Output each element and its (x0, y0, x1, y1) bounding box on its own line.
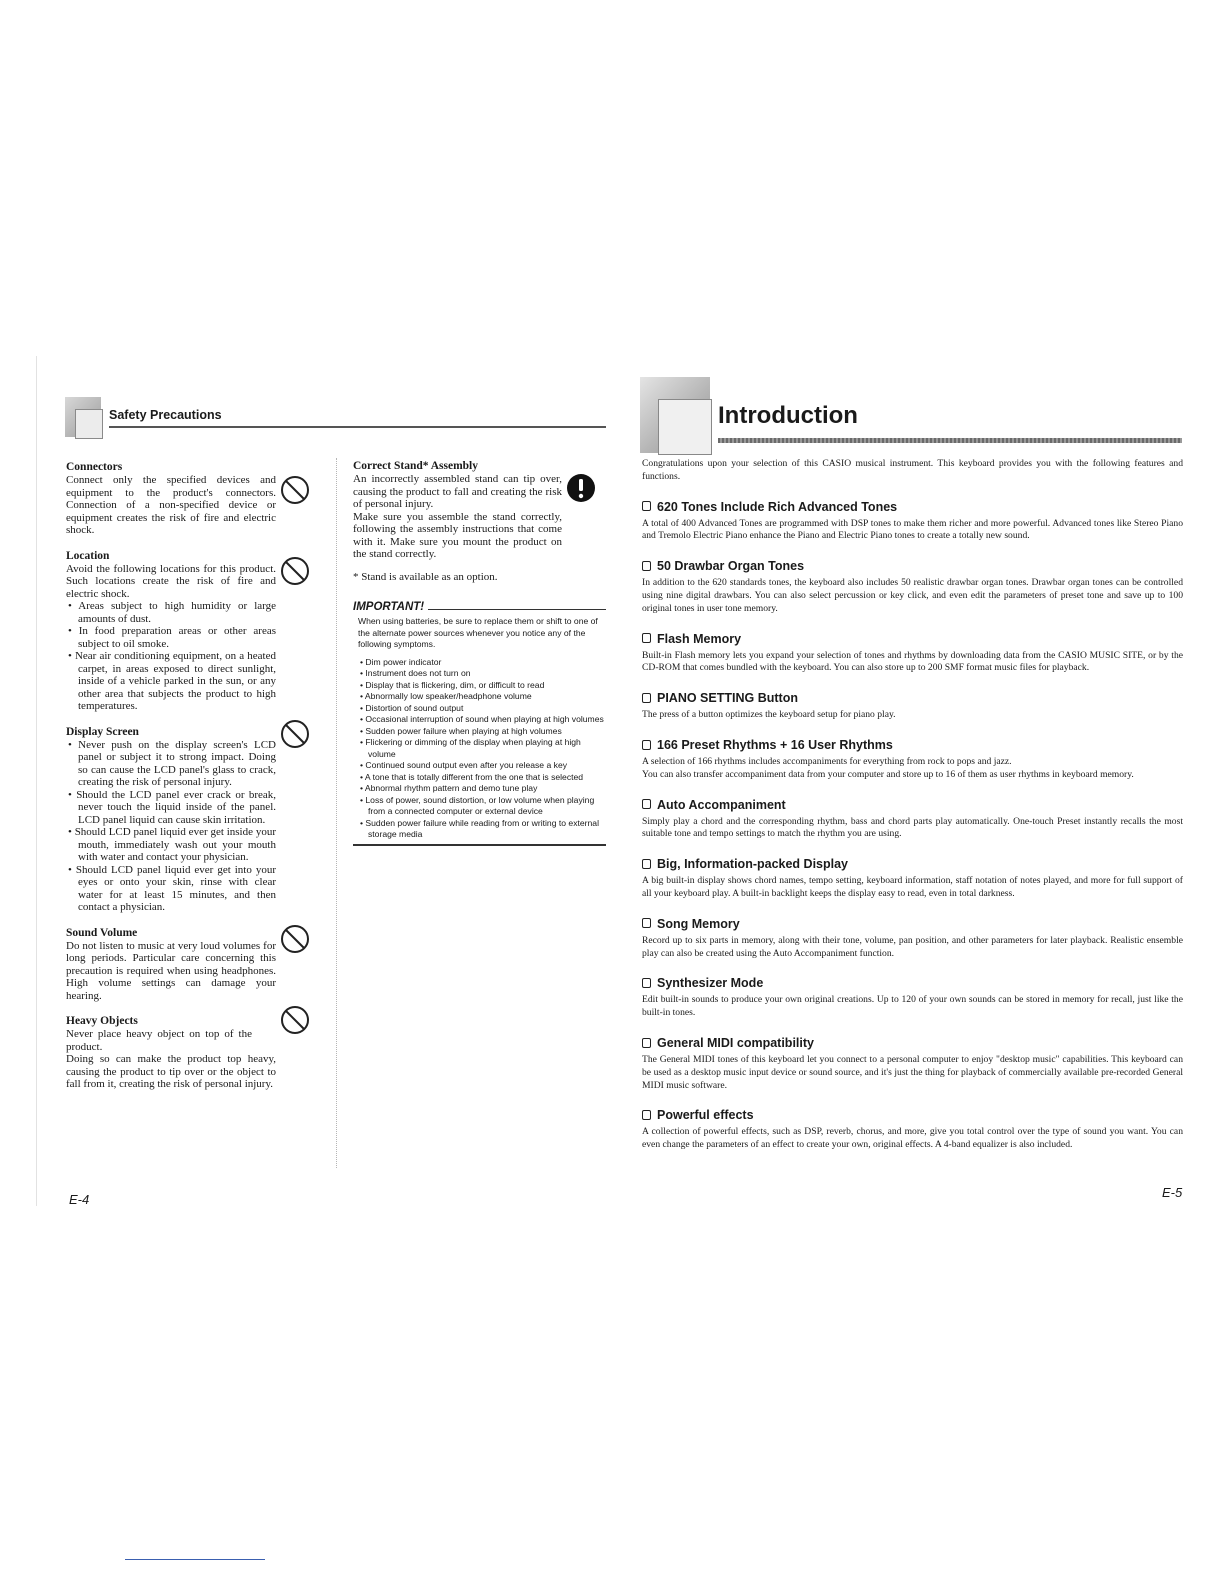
checkbox-icon (642, 978, 651, 988)
feature-text: A total of 400 Advanced Tones are programmed with DSP tones to make them richer and more powerful. Advanced tones like Stereo Piano and Tremolo Electric Piano enhance the Piano and Electric Piano tones to create a totally new sound. (642, 517, 1183, 542)
important-box (353, 601, 606, 846)
checkbox-icon (642, 561, 651, 571)
feature-title: 50 Drawbar Organ Tones (642, 559, 1183, 573)
feature-section (642, 500, 1183, 544)
column-middle (353, 460, 606, 846)
prohibition-icon (280, 924, 310, 954)
section-title: Connectors (66, 461, 123, 473)
list-item: • Near air conditioning equipment, on a heated carpet, in areas exposed to direct sunlight, inside of a vehicle parked in the sun, or any other area that subjects the product to high temperatures. (68, 650, 276, 712)
feature-text: Simply play a chord and the corresponding rhythm, bass and chord parts play automatically. One-touch Preset instantly recalls the most suitable tone and tempo settings to match the rhythm you are using. (642, 815, 1183, 840)
list-item: • Should LCD panel liquid ever get into your eyes or onto your skin, rinse with clear water for at least 15 minutes, and then contact a physician. (68, 863, 276, 913)
section-title: Correct Stand* Assembly (353, 460, 479, 472)
feature-section (642, 1108, 1183, 1152)
feature-title: Auto Accompaniment (642, 798, 1183, 812)
footnote: * Stand is available as an option. (353, 570, 498, 583)
feature-text: Edit built-in sounds to produce your own original creations. Up to 120 of your own sounds can be stored in memory for recall, just like the built-in tones. (642, 994, 1183, 1019)
feature-text: In addition to the 620 standards tones, the keyboard also includes 50 realistic drawbar organ tones. Drawbar organ tones can be controlled using nine digital drawbars. You can also select percussion or key click, and even edit the parameters of preset tone and save up to 100 original tones in user tone memory. (642, 577, 1183, 614)
list-item: • Continued sound output even after you release a key (360, 760, 568, 770)
intro-content (642, 458, 1183, 1152)
page-number: E-4 (69, 1192, 90, 1207)
list-item: • Should the LCD panel ever crack or break, never touch the liquid inside of the panel. LCD panel liquid can cause skin irritation. (68, 788, 276, 826)
list-item: • Areas subject to high humidity or large amounts of dust. (68, 600, 276, 625)
section-title: Display Screen (66, 725, 139, 738)
checkbox-icon (642, 859, 651, 869)
feature-section (642, 917, 1183, 961)
feature-section (642, 976, 1183, 1020)
list-item: • Never push on the display screen's LCD panel or subject it to strong impact. Doing so can cause the LCD panel's glass to crack, creating the risk of personal injury. (68, 738, 276, 788)
scan-mark (125, 1559, 265, 1560)
checkbox-icon (642, 693, 651, 703)
important-title: IMPORTANT! (353, 601, 425, 613)
section-text: Make sure you assemble the stand correctly, following the assembly instructions that come with it. Make sure you mount the product on the stand correctly. (353, 510, 562, 560)
important-rule (428, 609, 606, 610)
intro-text: Congratulations upon your selection of this CASIO musical instrument. This keyboard provides you with the following features and functions. (642, 458, 1183, 482)
list-item: • Abnormal rhythm pattern and demo tune play (360, 783, 538, 793)
feature-section (642, 632, 1183, 676)
list-item: • Display that is flickering, dim, or difficult to read (360, 679, 545, 690)
section-text: Connect only the specified devices and equipment to the product's connectors. Connection of a non-specified device or equipment creates the risk of fire and electric shock. (66, 474, 276, 536)
feature-text: A selection of 166 rhythms includes accompaniments for everything from rock to pops and jazz. (642, 755, 1012, 767)
column-divider (336, 458, 337, 1168)
feature-title: General MIDI compatibility (642, 1036, 1183, 1050)
checkbox-icon (642, 740, 651, 750)
section-header-icon (65, 397, 101, 437)
list-item: • Distortion of sound output (360, 702, 464, 713)
section-title: Location (66, 549, 110, 562)
checkbox-icon (642, 799, 651, 809)
feature-title: Synthesizer Mode (642, 976, 1183, 990)
section-connectors (66, 461, 276, 537)
list-item: • A tone that is totally different from the one that is selected (360, 771, 584, 782)
list-item: • In food preparation areas or other areas subject to oil smoke. (68, 625, 277, 650)
section-title: Heavy Objects (66, 1015, 138, 1027)
feature-section (642, 1036, 1183, 1092)
checkbox-icon (642, 918, 651, 928)
feature-text: Record up to six parts in memory, along with their tone, volume, pan position, and other parameters for later playback. Realistic ensemble play can also be created using the Auto Accompaniment function. (642, 934, 1183, 959)
feature-title: PIANO SETTING Button (642, 691, 1183, 705)
section-display-screen (66, 726, 276, 914)
checkbox-icon (642, 1110, 651, 1120)
page-header-title: Introduction (718, 402, 858, 429)
feature-title: Song Memory (642, 917, 1183, 931)
checkbox-icon (642, 633, 651, 643)
symptom-list (358, 657, 606, 841)
list-item: • Sudden power failure while reading from or writing to external storage media (360, 817, 599, 839)
feature-section (642, 691, 1183, 722)
scan-edge-line (36, 356, 37, 1206)
list-item: • Should LCD panel liquid ever get inside your mouth, immediately wash out your mouth with water and contact your physician. (68, 826, 276, 863)
feature-section (642, 559, 1183, 615)
important-text: When using batteries, be sure to replace them or shift to one of the alternate power sources whenever you notice any of the following symptoms. (358, 616, 598, 649)
list-item: • Occasional interruption of sound when playing at high volumes (360, 714, 604, 724)
section-text: Do not listen to music at very loud volumes for long periods. Particular care concerning this precaution is required when using headphones. High volume settings can damage your hearing. (66, 939, 276, 1002)
section-sound-volume (66, 927, 276, 1003)
prohibition-icon (280, 719, 310, 749)
section-text: Doing so can make the product top heavy, causing the product to tip over or the object to fall from it, creating the risk of personal injury. (66, 1053, 276, 1090)
section-text: Avoid the following locations for this product. Such locations create the risk of fire and electric shock. (66, 562, 276, 600)
header-rule (109, 426, 606, 428)
feature-title: Big, Information-packed Display (642, 857, 1183, 871)
feature-section (642, 798, 1183, 842)
feature-section (642, 738, 1183, 782)
feature-text: You can also transfer accompaniment data from your computer and store up to 16 of them as user rhythms in keyboard memory. (642, 768, 1134, 780)
feature-title: 620 Tones Include Rich Advanced Tones (642, 500, 1183, 514)
column-left (66, 461, 276, 1091)
list-item: • Sudden power failure when playing at high volumes (360, 725, 562, 736)
list-item: • Loss of power, sound distortion, or low volume when playing from a connected computer or external device (360, 794, 595, 816)
feature-text: The General MIDI tones of this keyboard let you connect to a personal computer to enjoy "desktop music" capabilities. This keyboard can be used as a desktop music input device or sound source, and it's just the thing for playback of commercially available pre-recorded General MIDI music software. (642, 1053, 1183, 1091)
section-location (66, 550, 276, 713)
page-header-title: Safety Precautions (109, 408, 222, 422)
feature-title: Powerful effects (642, 1108, 1183, 1122)
feature-title: Flash Memory (642, 632, 1183, 646)
list-item: • Instrument does not turn on (360, 668, 471, 678)
feature-text: A collection of powerful effects, such as DSP, reverb, chorus, and more, give you total control over the type of sound you want. You can even change the parameters of an effect to create your own, original effects. A 4-band equalizer is also included. (642, 1126, 1183, 1151)
checkbox-icon (642, 501, 651, 511)
section-text: Never place heavy object on top of the product. (66, 1028, 252, 1053)
checkbox-icon (642, 1038, 651, 1048)
feature-title: 166 Preset Rhythms + 16 User Rhythms (642, 738, 1183, 752)
important-bottom-rule (353, 844, 606, 846)
header-rule (718, 438, 1182, 443)
exclamation-icon (566, 473, 596, 503)
page-number: E-5 (1162, 1185, 1183, 1200)
section-title: Sound Volume (66, 926, 138, 939)
feature-section (642, 857, 1183, 901)
feature-text: A big built-in display shows chord names, tempo setting, keyboard information, staff notation of notes played, and more for full support of all your keyboard play. A built-in backlight keeps the display easy to read, even in total darkness. (642, 875, 1183, 899)
prohibition-icon (280, 1005, 310, 1035)
list-item: • Abnormally low speaker/headphone volume (360, 691, 532, 701)
prohibition-icon (280, 475, 310, 505)
section-text: An incorrectly assembled stand can tip over, causing the product to fall and creating the risk of personal injury. (353, 473, 562, 510)
list-item: • Flickering or dimming of the display when playing at high volume (360, 737, 581, 759)
feature-text: The press of a button optimizes the keyboard setup for piano play. (642, 709, 896, 721)
feature-text: Built-in Flash memory lets you expand your selection of tones and rhythms by downloading data from the CASIO MUSIC SITE, or by the CD-ROM that comes bundled with the keyboard. You can also store up to 200 SMF format music files for playback. (642, 649, 1183, 674)
list-item: • Dim power indicator (360, 656, 442, 667)
prohibition-icon (280, 556, 310, 586)
section-header-icon (640, 377, 710, 453)
section-heavy-objects (66, 1015, 276, 1091)
